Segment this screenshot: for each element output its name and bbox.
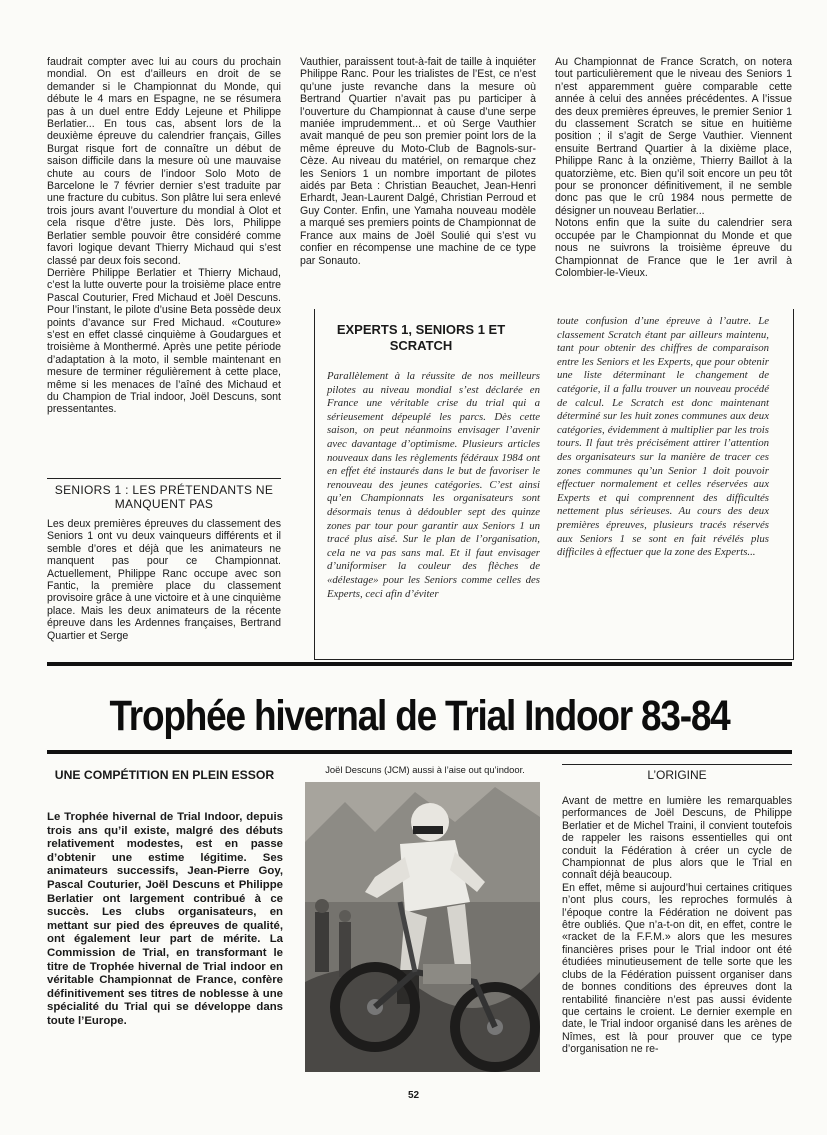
paragraph: Avant de mettre en lumière les remarquables performances de Joël Descuns, de Philippe Berlatier et de Michel Traini, il convient toutefois de rappeler les raisons essentielles qui ont conduit la Fédération à créer un cycle de Championnat de plus alors que le Trial en connaît déjà beaucoup. — [562, 795, 792, 882]
page-number: 52 — [407, 1090, 420, 1101]
article-column-1 — [47, 56, 281, 416]
sidebar-box-column-1: Parallèlement à la réussite de nos meilleurs pilotes au niveau mondial s’est déclarée en France une véritable crise du trial qui a sérieusement dépeuplé les parcs. Dès cette saison, on peut néanmoins envisager l’avenir avec davantage d’optimisme. Plusieurs articles nouveaux dans les règlements fédéraux 1984 ont en effet été instaurés dans le but de favoriser le renouveau des jeunes catégories. C’est ainsi qu’en Championnats les organisateurs sont désormais tenus à dédoubler sept des quinze zones par tour pour garantir aux Seniors 1 un tracé plus aisé. Sur le plan de l’organisation, cela ne va pas sans mal. Et il faut envisager d’uniformiser la couleur des flèches de «délestage» pour les Seniors comme celles des Experts, ceci afin d’éviter — [327, 370, 540, 600]
paragraph: Les deux premières épreuves du classement des Seniors 1 ont vu deux vainqueurs différents et il semble d’ores et déjà que les animateurs ne manquent pas pour ce Championnat. Actuellement, Philippe Ranc occupe avec son Fantic, la première place du classement provisoire grâce à une victoire et à une cinquième place. Mais les deux animateurs de la récente épreuve dans les Ardennes françaises, Bertrand Quartier et Serge — [47, 518, 281, 642]
paragraph: Notons enfin que la suite du calendrier sera occupée par le Championnat du Monde et que nous ne suivrons la troisième épreuve du Championnat de France que le 1er avril à Colombier-le-Vieux. — [555, 217, 792, 279]
section-heading-seniors: SENIORS 1 : LES PRÉTENDANTS NE MANQUENT PAS — [47, 478, 281, 511]
rider-photo — [305, 782, 540, 1072]
top-rule — [47, 662, 792, 666]
section-heading-competition: UNE COMPÉTITION EN PLEIN ESSOR — [54, 768, 275, 782]
sidebar-box-column-2: toute confusion d’une épreuve à l’autre. Le classement Scratch étant par ailleurs maintenu, tant pour obtenir des chiffres de comparaison entre les Seniors et les Experts, que pour obtenir une liste déterminant le changement de catégorie, il a fallu trouver un nouveau procédé de calcul. Le Scratch est donc maintenant déterminé sur les huit zones communes aux deux catégories, évidemment à multiplier par les trois tours. Il faut très précisément attirer l’attention des organisateurs sur la manière de tracer ces zones communes qu’un Senior 1 doit pouvoir effectuer normalement et celles réservées aux Experts et qui comprennent des difficultés nettement plus sérieuses. Au cours des deux premières épreuves, plusieurs tracés réservés aux Seniors 1 se sont en fait révélés plus difficiles à effectuer que la zone des Experts... — [557, 315, 769, 559]
paragraph: Au Championnat de France Scratch, on notera tout particulièrement que le niveau des Seniors 1 n’est apparemment guère comparable cette année à celui des années précédentes. A l’issue des deux premières épreuves, le premier Senior 1 du classement Scratch se situe en huitième position ; il s’agit de Serge Vauthier. Viennent ensuite Bertrand Quartier à la dixième place, Philippe Ranc à la onzième, Thierry Baillot à la quatorzième, etc. Bien qu’il soit encore un peu tôt pour se prononcer définitivement, il ne semble donc pas que le crû 1984 nous permette de désigner un nouveau Berlatier... — [555, 56, 792, 217]
photo-caption: Joël Descuns (JCM) aussi à l’aise out qu’indoor. — [325, 764, 525, 775]
article-column-3 — [555, 56, 792, 279]
rider-photo-illustration — [305, 782, 540, 1072]
paragraph: Vauthier, paraissent tout-à-fait de taille à inquiéter Philippe Ranc. Pour les trialistes de l’Est, ce n’est qu’une juste revanche dans la mesure où Bertrand Quartier n’avait pas pu participer à l’ouverture du Championnat à cause d’une serpe maniée imprudemment... et où Serge Vauthier avait manqué de peu son premier point lors de la même épreuve du Moto-Club de Bagnols-sur-Cèze. Au niveau du matériel, on remarque chez les Seniors 1 un nombre important de pilotes aidés par Beta : Christian Beauchet, Jean-Henri Erhardt, Jean-Laurent Dalgé, Christian Perroud et Guy Conter. Enfin, une Yamaha nouveau modèle a marqué ses premiers points de Championnat de France aux mains de Joël Soulié qui s’est vu confier en récompense une machine de ce type par Sonauto. — [300, 56, 536, 267]
paragraph: En effet, même si aujourd’hui certaines critiques n’ont plus cours, les reproches formulés à l’époque contre la Fédération ne doivent pas être oubliés. Que n’a-t-on dit, en effet, contre le «racket de la F.F.M.» alors que les mesures financières prises pour le Trial indoor ont été étudiées minutieusement de telle sorte que les clubs de la Fédération puissent organiser dans de bonnes conditions des épreuves dont la rentabilité financière n’est pas aussi évidente que certains le croient. Le dernier exemple en date, le Trial indoor organisé dans les arènes de Nîmes, est là pour prouver que ce type d’organisation ne re- — [562, 881, 792, 1056]
seniors-section-text — [47, 518, 281, 642]
paragraph: Derrière Philippe Berlatier et Thierry Michaud, c’est la lutte ouverte pour la troisième place entre Pascal Couturier, Fred Michaud et Joël Descuns. Pour l’instant, le pilote d’usine Beta possède deux points d’avance sur Fred Michaud. «Couture» s’est en effet classé cinquième à Goudargues et troisième à Monthermé. Après une petite période d’adaptation à la moto, il semble maintenant en mesure de terminer régulièrement à cette place, même si les menaces de l’aîné des Michaud et du Champion de Trial indoor, Joël Descuns, sont pressentantes. — [47, 266, 281, 416]
article-column-2 — [300, 56, 536, 267]
bottom-rule — [47, 750, 792, 754]
article-title: Trophée hivernal de Trial Indoor 83-84 — [109, 692, 730, 740]
paragraph: faudrait compter avec lui au cours du prochain mondial. On est d’ailleurs en droit de se demander si le Championnat du Monde, qui débute le 4 mars en Espagne, ne se résumera pas à un duel entre Eddy Lejeune et Philippe Berlatier... En tous cas, absent lors de la deuxième épreuve du calendrier français, Gilles Burgat risque fort de connaître un début de saison difficile dans la mesure où une mauvaise chute au cours de l’indoor Solo Moto de Barcelone le 7 février dernier s’est traduite par une fracture du cubitus. Son plâtre lui sera enlevé trois jours avant l’ouverture du mondial à Olot et cela risque d’être juste. Dès lors, Philippe Berlatier semble pouvoir être considéré comme favori logique devant Thierry Michaud qui s’est classé par deux fois second. — [47, 56, 281, 267]
origine-text — [562, 795, 792, 1056]
sidebar-box-title: EXPERTS 1, SENIORS 1 ET SCRATCH — [336, 322, 506, 353]
intro-paragraph: Le Trophée hivernal de Trial Indoor, depuis trois ans qu’il existe, malgré des débuts relativement modestes, est en passe d’obtenir une estime légitime. Ses animateurs successifs, Jean-Pierre Goy, Pascal Couturier, Joël Descuns et Philippe Berlatier ont largement contribué à ce succès. Les clubs organisateurs, en mettant sur pied des épreuves de qualité, ont également leur part de mérite. La Commission de Trial, en transformant le titre de Trophée hivernal de Trial indoor en véritable Championnat de France, confère définitivement ses titres de noblesse à une spécialité du Trial qui se développe dans toute l’Europe. — [47, 811, 283, 1027]
section-heading-origine: L’ORIGINE — [562, 764, 792, 782]
